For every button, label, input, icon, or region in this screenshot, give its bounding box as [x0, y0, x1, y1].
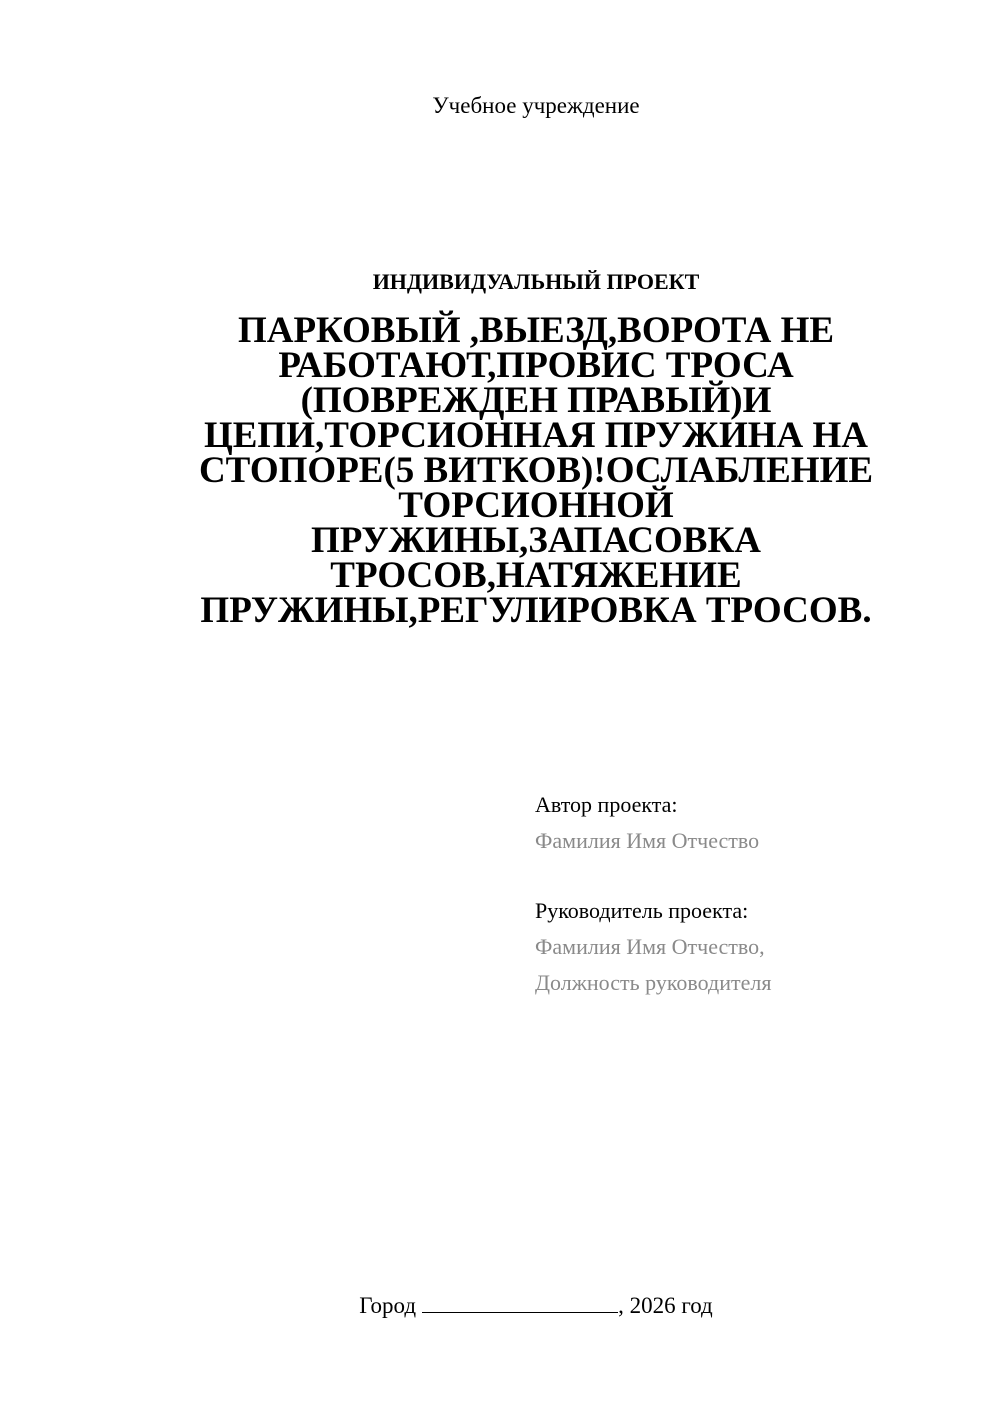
author-block [535, 787, 975, 859]
project-type-heading: ИНДИВИДУАЛЬНЫЙ ПРОЕКТ [372, 269, 700, 294]
project-title-line: ТРОСОВ,НАТЯЖЕНИЕ [330, 555, 742, 596]
project-title-line: РАБОТАЮТ,ПРОВИС ТРОСА [278, 345, 794, 386]
project-title-line: (ПОВРЕЖДЕН ПРАВЫЙ)И [300, 380, 772, 421]
project-title-line: ПАРКОВЫЙ ,ВЫЕЗД,ВОРОТА НЕ [237, 310, 835, 351]
author-label: Автор проекта: [535, 792, 678, 817]
project-title-line: ЦЕПИ,ТОРСИОННАЯ ПРУЖИНА НА [203, 415, 869, 456]
supervisor-label: Руководитель проекта: [535, 898, 749, 923]
project-title-line: ТОРСИОННОЙ [398, 485, 674, 526]
project-title [150, 310, 922, 631]
supervisor-name: Фамилия Имя Отчество, [535, 934, 765, 959]
year-text: , 2026 год [618, 1293, 713, 1318]
project-title-line: ПРУЖИНЫ,ЗАПАСОВКА [310, 520, 762, 561]
project-title-line: ПРУЖИНЫ,РЕГУЛИРОВКА ТРОСОВ. [200, 590, 872, 631]
project-title-line: СТОПОРЕ(5 ВИТКОВ)!ОСЛАБЛЕНИЕ [198, 450, 874, 491]
institution-name: Учебное учреждение [432, 93, 640, 118]
author-name: Фамилия Имя Отчество [535, 828, 760, 853]
supervisor-position: Должность руководителя [535, 970, 772, 995]
city-label: Город [359, 1293, 417, 1318]
supervisor-block [535, 893, 975, 1001]
footer-city-year [0, 1288, 1000, 1322]
city-blank-line [422, 1288, 618, 1313]
